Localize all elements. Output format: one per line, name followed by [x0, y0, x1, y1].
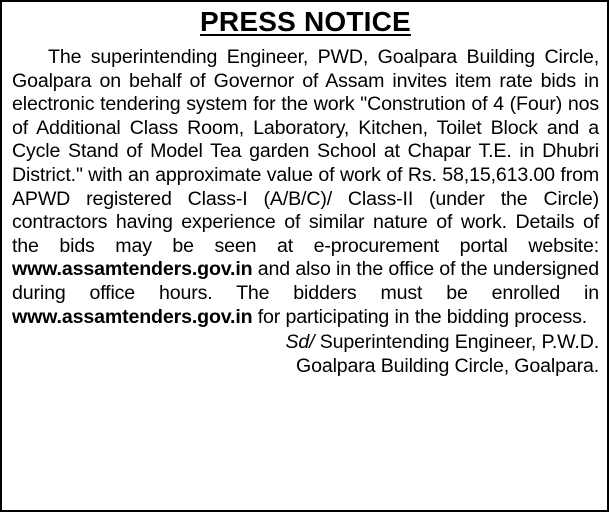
signature-prefix: Sd/: [285, 331, 315, 354]
body-text-part2: and also in the office of the undersigned during office hours. The bidders must be enrolled in: [12, 258, 599, 304]
notice-title: [12, 6, 599, 38]
notice-body: [12, 46, 599, 329]
body-text-part3: for participating in the bidding process.: [252, 305, 588, 328]
signature-line-2: Goalpara Building Circle, Goalpara.: [296, 354, 599, 377]
body-text-part1: The superintending Engineer, PWD, Goalpara Building Circle, Goalpara on behalf of Governor of Assam invites item rate bids in electronic tendering system for the work "Constrution of 4 (Four) nos of Additional Class Room, Laboratory, Kitchen, Toilet Block and a Cycle Stand of Model Tea garden School at Chapar T.E. in Dhubri District." with an approximate value of work of Rs. 58,15,613.00 from APWD registered Class-I (A/B/C)/ Class-II (under the Circle) contractors having experience of similar nature of work. Details of the bids may be seen at e-procurement portal website:: [12, 46, 599, 257]
signature-line-1: [12, 331, 599, 355]
notice-title-text: PRESS NOTICE: [200, 6, 411, 37]
signature-block: [12, 331, 599, 378]
signature-title: Superintending Engineer, P.W.D.: [314, 331, 599, 354]
website-link-1: www.assamtenders.gov.in: [12, 258, 253, 281]
website-link-2: www.assamtenders.gov.in: [12, 305, 253, 328]
